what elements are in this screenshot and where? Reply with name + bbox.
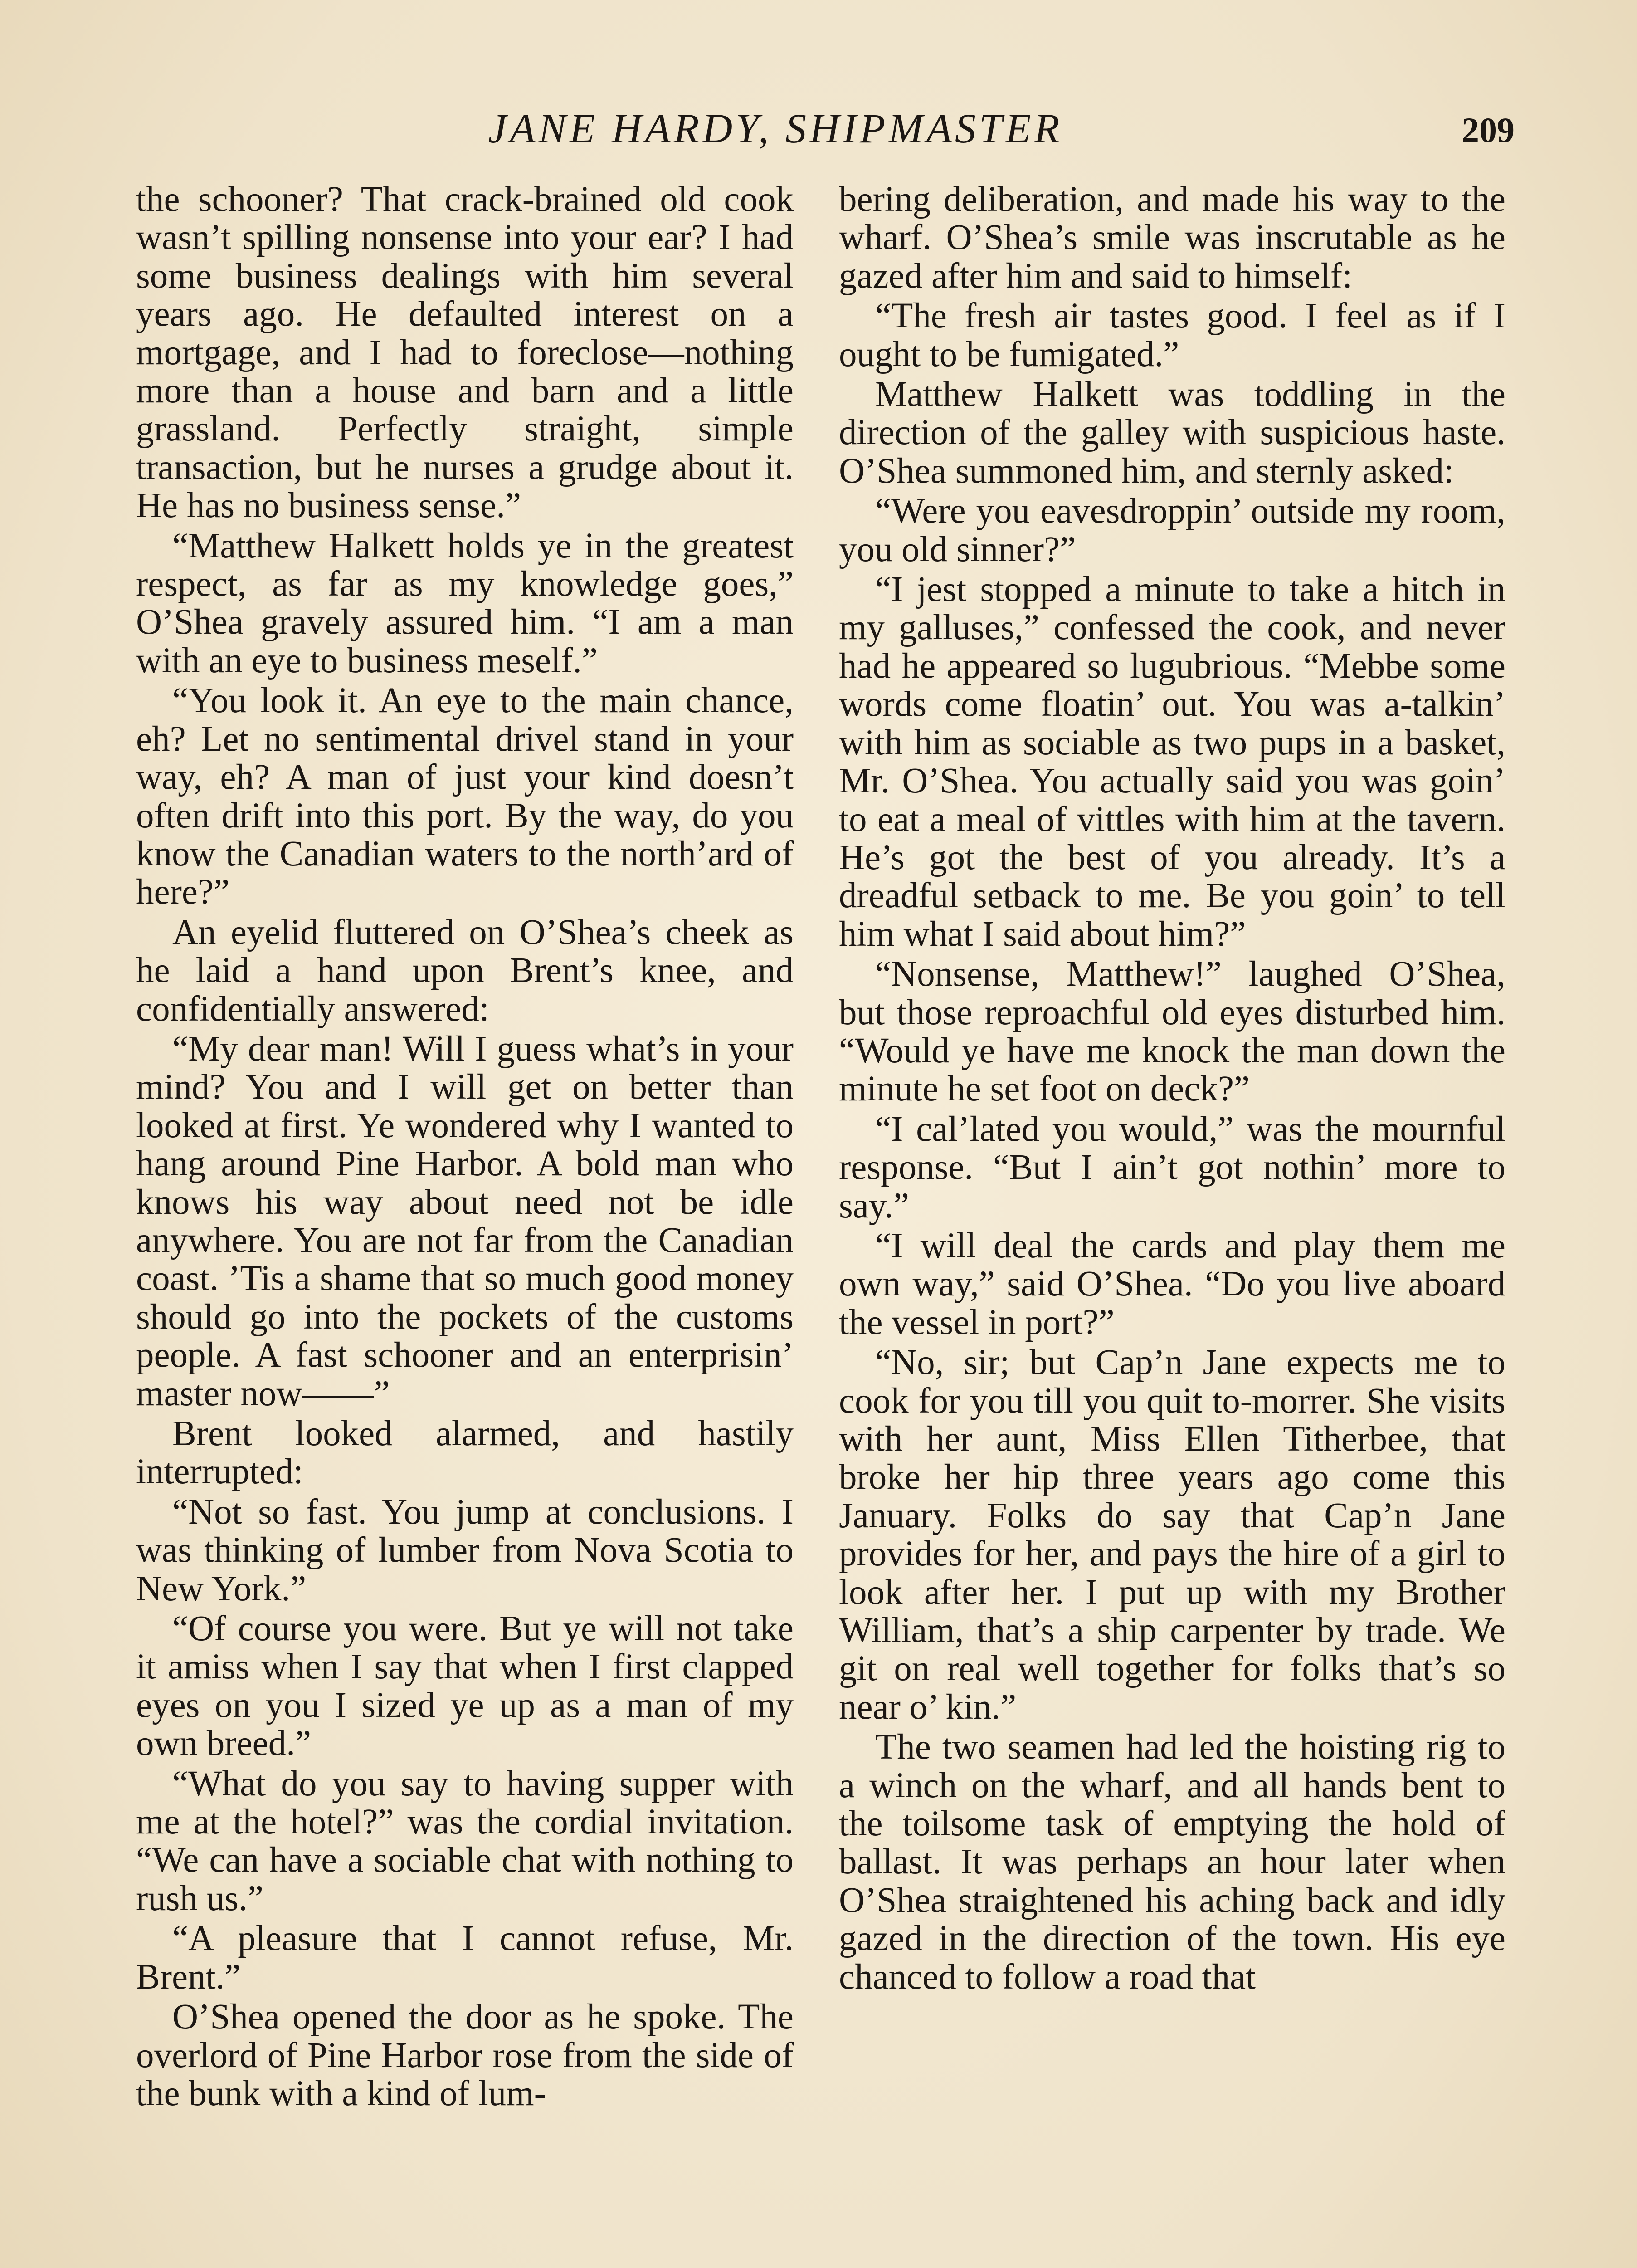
paragraph: “I jest stopped a minute to take a hitch in my galluses,” confessed the cook, and never had he appeared so lugubrious. “Mebbe some words come floatin’ out. You was a-talkin’ with him as sociable as two pups in a basket, Mr. O’Shea. You actually said you was goin’ to eat a meal of vittles with him at the tavern. He’s got the best of you already. It’s a dreadful setback to me. Be you goin’ to tell him what I said about him?” <box>839 570 1505 954</box>
paragraph: “No, sir; but Cap’n Jane expects me to cook for you till you quit to-morrer. She visits with her aunt, Miss Ellen Titherbee, that broke her hip three years ago come this January. Folks do say that Cap’n Jane provides for her, and pays the hire of a girl to look after her. I put up with my Brother William, that’s a ship carpenter by trade. We git on real well together for folks that’s so near o’ kin.” <box>839 1343 1505 1727</box>
paragraph: “Matthew Halkett holds ye in the greatest respect, as far as my knowledge goes,” O’Shea gravely assured him. “I am a man with an eye to business meself.” <box>136 526 794 680</box>
page-header <box>136 96 1515 160</box>
paragraph: “Not so fast. You jump at conclusions. I was thinking of lumber from Nova Scotia to New York.” <box>136 1492 794 1608</box>
paragraph: “My dear man! Will I guess what’s in your mind? You and I will get on better than looked at first. Ye wondered why I wanted to hang around Pine Harbor. A bold man who knows his way about need not be idle anywhere. You are not far from the Canadian coast. ’Tis a shame that so much good money should go into the pockets of the customs people. A fast schooner and an enterprisin’ master now——” <box>136 1029 794 1413</box>
paragraph: bering deliberation, and made his way to the wharf. O’Shea’s smile was inscrutable as he gazed after him and said to himself: <box>839 181 1505 296</box>
paragraph: “I cal’lated you would,” was the mournful response. “But I ain’t got nothin’ more to say.” <box>839 1109 1505 1226</box>
paragraph: Brent looked alarmed, and hastily interrupted: <box>136 1414 794 1492</box>
paragraph: An eyelid fluttered on O’Shea’s cheek as he laid a hand upon Brent’s knee, and confidentially answered: <box>136 912 794 1029</box>
paragraph: the schooner? That crack-brained old cook wasn’t spilling nonsense into your ear? I had some business dealings with him several years ago. He defaulted interest on a mortgage, and I had to foreclose—nothing more than a house and barn and a little grassland. Perfectly straight, simple transaction, but he nurses a grudge about it. He has no business sense.” <box>136 181 794 526</box>
paragraph: “Were you eavesdroppin’ outside my room, you old sinner?” <box>839 491 1505 569</box>
paragraph: “You look it. An eye to the main chance, eh? Let no sentimental drivel stand in your way, eh? A man of just your kind doesn’t often drift into this port. By the way, do you know the Canadian waters to the north’ard of here?” <box>136 681 794 912</box>
paragraph: The two seamen had led the hoisting rig to a winch on the wharf, and all hands bent to the toilsome task of emptying the hold of ballast. It was perhaps an hour later when O’Shea straightened his aching back and idly gazed in the direction of the town. His eye chanced to follow a road that <box>839 1727 1505 1997</box>
paragraph: “Of course you were. But ye will not take it amiss when I say that when I first clapped eyes on you I sized ye up as a man of my own breed.” <box>136 1609 794 1764</box>
paragraph: “Nonsense, Matthew!” laughed O’Shea, but those reproachful old eyes disturbed him. “Would ye have me knock the man down the minute he set foot on deck?” <box>839 954 1505 1109</box>
left-column <box>136 181 794 2268</box>
paragraph: “A pleasure that I cannot refuse, Mr. Brent.” <box>136 1919 794 1997</box>
paragraph: Matthew Halkett was toddling in the direction of the galley with suspicious haste. O’Shea summoned him, and sternly asked: <box>839 375 1505 491</box>
paragraph: “I will deal the cards and play them me own way,” said O’Shea. “Do you live aboard the vessel in port?” <box>839 1226 1505 1342</box>
paragraph: O’Shea opened the door as he spoke. The overlord of Pine Harbor rose from the side of the bunk with a kind of lum- <box>136 1997 794 2113</box>
right-column <box>839 181 1505 2268</box>
paragraph: “The fresh air tastes good. I feel as if I ought to be fumigated.” <box>839 296 1505 374</box>
page-number: 209 <box>1462 110 1515 150</box>
running-title: JANE HARDY, SHIPMASTER <box>488 105 1063 152</box>
paragraph: “What do you say to having supper with me at the hotel?” was the cordial invitation. “We can have a sociable chat with nothing to rush us.” <box>136 1764 794 1918</box>
